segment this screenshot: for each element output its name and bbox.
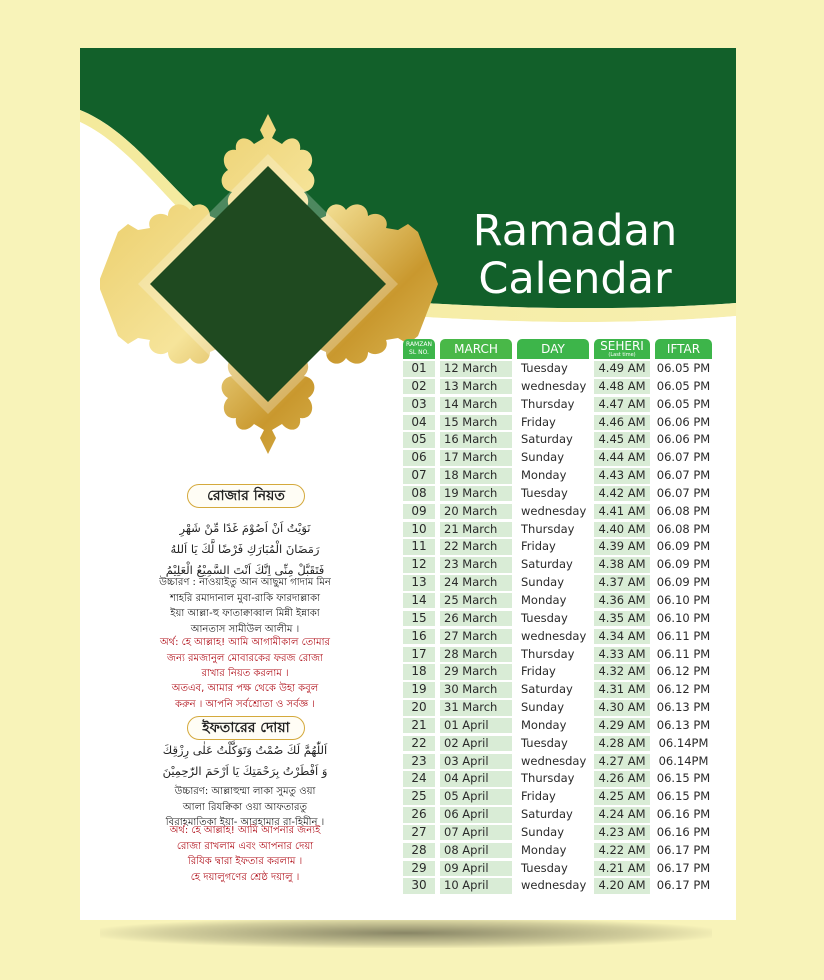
cell-seheri: 4.30 AM (594, 700, 650, 716)
cell-iftar: 06.07 PM (656, 468, 711, 483)
cell-seheri: 4.24 AM (594, 807, 650, 823)
cell-sl: 19 (403, 682, 435, 698)
cell-day: Tuesday (517, 611, 589, 627)
table-row (403, 449, 715, 467)
cell-iftar: 06.10 PM (656, 610, 711, 625)
text-line: রিযিক দ্বারা ইফতার করলাম । (187, 856, 303, 867)
cell-iftar: 06.07 PM (656, 485, 711, 500)
cell-seheri: 4.21 AM (594, 861, 650, 877)
cell-seheri: 4.23 AM (594, 825, 650, 841)
cell-day: Thursday (517, 397, 589, 413)
cell-day: Tuesday (517, 736, 589, 752)
text-line: অতএব, আমার পক্ষ থেকে উহা কবুল (171, 683, 319, 694)
cell-day: Thursday (517, 771, 589, 787)
cell-date: 10 April (440, 878, 512, 894)
cell-date: 08 April (440, 843, 512, 859)
cell-seheri: 4.49 AM (594, 361, 650, 377)
text-line: উচ্চারণ: আল্লাহুম্মা লাকা সুমতু ওয়া (174, 786, 316, 797)
table-row (403, 824, 715, 842)
arabic-line: اَللّٰهُمَّ لَكَ صُمْتُ وَتَوَكَّلْتُ عَلٰى رِزْقِكَ (162, 743, 328, 757)
table-row (403, 574, 715, 592)
cell-iftar: 06.12 PM (656, 682, 711, 697)
cell-seheri: 4.45 AM (594, 432, 650, 448)
cell-date: 03 April (440, 754, 512, 770)
cell-sl: 30 (403, 878, 435, 894)
cell-day: wednesday (517, 754, 589, 770)
cell-seheri: 4.41 AM (594, 504, 650, 520)
text-line: রাখার নিয়ত করলাম । (201, 668, 289, 679)
cell-day: Monday (517, 718, 589, 734)
cell-day: wednesday (517, 379, 589, 395)
arabic-line: وَ اَفْطَرْتُ بِرَحْمَتِكَ يَا اَرْحَمَ الرّٰحِمِيْنَ (162, 764, 328, 778)
cell-day: Sunday (517, 575, 589, 591)
table-row (403, 877, 715, 895)
niyat-meaning (150, 635, 340, 682)
seheri-label: SEHERI (600, 339, 644, 353)
cell-day: Monday (517, 593, 589, 609)
table-row (403, 663, 715, 681)
table-row (403, 556, 715, 574)
cell-seheri: 4.32 AM (594, 664, 650, 680)
cell-date: 25 March (440, 593, 512, 609)
text-line: জন্য রমজানুল মোবারকের ফরজ রোজা (167, 652, 323, 664)
cell-day: Tuesday (517, 861, 589, 877)
table-row (403, 414, 715, 432)
cell-seheri: 4.47 AM (594, 397, 650, 413)
cell-day: Sunday (517, 825, 589, 841)
cell-sl: 07 (403, 468, 435, 484)
text-line: শাহরি রমাদানাল মুবা-রাকি ফারদাল্লাকা (169, 592, 321, 604)
arabic-line: فَتَقَبَّلْ مِنِّى اِنَّكَ اَنْتَ السَّمِيْعُ الْعَلِيْمُ (165, 563, 325, 577)
cell-sl: 16 (403, 629, 435, 645)
cell-date: 28 March (440, 647, 512, 663)
cell-seheri: 4.44 AM (594, 450, 650, 466)
cell-date: 19 March (440, 486, 512, 502)
cell-seheri: 4.46 AM (594, 415, 650, 431)
cell-iftar: 06.11 PM (656, 646, 711, 661)
cell-iftar: 06.05 PM (656, 378, 711, 393)
table-row (403, 503, 715, 521)
cell-day: Friday (517, 539, 589, 555)
iftar-dua-arabic (150, 740, 340, 782)
table-row (403, 646, 715, 664)
niyat-meaning-continued (150, 681, 340, 712)
cell-sl: 04 (403, 415, 435, 431)
cell-iftar: 06.05 PM (656, 361, 711, 375)
cell-sl: 06 (403, 450, 435, 466)
cell-iftar: 06.06 PM (656, 414, 711, 429)
cell-date: 15 March (440, 415, 512, 431)
text-line: আনতাস সামীউল আলীম । (190, 623, 300, 635)
seheri-sublabel: (Last time) (608, 352, 636, 358)
arabic-line: رَمَضَانَ الْمُبَارَكِ فَرْضًا لَّكَ يَا اَللهُ (170, 542, 320, 556)
cell-date: 26 March (440, 611, 512, 627)
cell-iftar: 06.07 PM (656, 450, 711, 465)
table-row (403, 770, 715, 788)
cell-seheri: 4.43 AM (594, 468, 650, 484)
cell-sl: 17 (403, 647, 435, 663)
table-row (403, 610, 715, 628)
cell-sl: 05 (403, 432, 435, 448)
table-row (403, 860, 715, 878)
cell-sl: 23 (403, 754, 435, 770)
cell-day: wednesday (517, 504, 589, 520)
table-row (403, 717, 715, 735)
text-line: হে দয়ালুগণের শ্রেষ্ঠ দয়ালু । (190, 871, 300, 883)
cell-iftar: 06.14PM (655, 754, 712, 770)
cell-date: 21 March (440, 522, 512, 538)
cell-seheri: 4.27 AM (594, 754, 650, 770)
cell-seheri: 4.35 AM (594, 611, 650, 627)
column-header-march: MARCH (440, 339, 512, 359)
table-row (403, 538, 715, 556)
cell-sl: 18 (403, 664, 435, 680)
cell-sl: 21 (403, 718, 435, 734)
cell-seheri: 4.36 AM (594, 593, 650, 609)
text-line: অর্থ: হে আল্লাহ! আমি আগামীকাল তোমার (159, 637, 331, 648)
iftar-dua-heading: ইফতারের দোয়া (187, 716, 305, 740)
cell-iftar: 06.09 PM (656, 557, 711, 572)
cell-iftar: 06.05 PM (656, 396, 711, 411)
text-line: উচ্চারণ : নাওয়াইতু আন আছুমা গাদাম মিন (159, 577, 331, 588)
cell-seheri: 4.33 AM (594, 647, 650, 663)
table-row (403, 521, 715, 539)
cell-date: 16 March (440, 432, 512, 448)
cell-iftar: 06.12 PM (656, 664, 711, 679)
cell-sl: 14 (403, 593, 435, 609)
cell-seheri: 4.22 AM (594, 843, 650, 859)
cell-day: Thursday (517, 522, 589, 538)
cell-sl: 08 (403, 486, 435, 502)
table-row (403, 592, 715, 610)
calendar-poster (80, 48, 736, 920)
cell-day: Sunday (517, 700, 589, 716)
cell-sl: 22 (403, 736, 435, 752)
text-line: রোজা রাখলাম এবং আপনার দেয়া (176, 840, 314, 852)
cell-seheri: 4.20 AM (594, 878, 650, 894)
table-row (403, 842, 715, 860)
table-row (403, 806, 715, 824)
cell-date: 07 April (440, 825, 512, 841)
cell-sl: 24 (403, 771, 435, 787)
cell-iftar: 06.16 PM (656, 807, 711, 822)
cell-sl: 11 (403, 539, 435, 555)
cell-iftar: 06.16 PM (656, 824, 711, 839)
table-row (403, 431, 715, 449)
table-row (403, 788, 715, 806)
cell-sl: 28 (403, 843, 435, 859)
niyat-pronunciation (150, 575, 340, 637)
text-line: করুন । আপনি সর্বশ্রোতা ও সর্বজ্ঞ । (174, 698, 315, 710)
cell-sl: 12 (403, 557, 435, 573)
cell-iftar: 06.17 PM (656, 842, 711, 857)
cell-date: 09 April (440, 861, 512, 877)
cell-iftar: 06.14PM (655, 736, 712, 752)
cell-date: 31 March (440, 700, 512, 716)
table-row (403, 467, 715, 485)
cell-iftar: 06.15 PM (656, 771, 711, 786)
cell-sl: 13 (403, 575, 435, 591)
cell-date: 02 April (440, 736, 512, 752)
cell-date: 12 March (440, 361, 512, 377)
calendar-table (403, 360, 715, 895)
title-calendar: Calendar (478, 254, 672, 304)
cell-seheri: 4.48 AM (594, 379, 650, 395)
cell-seheri: 4.29 AM (594, 718, 650, 734)
cell-iftar: 06.13 PM (656, 717, 711, 732)
cell-sl: 09 (403, 504, 435, 520)
cell-day: Friday (517, 789, 589, 805)
cell-seheri: 4.34 AM (594, 629, 650, 645)
cell-date: 24 March (440, 575, 512, 591)
cell-seheri: 4.25 AM (594, 789, 650, 805)
cell-date: 27 March (440, 629, 512, 645)
cell-date: 01 April (440, 718, 512, 734)
cell-seheri: 4.31 AM (594, 682, 650, 698)
iftar-dua-meaning (150, 823, 340, 885)
table-row (403, 628, 715, 646)
ornament-frame (100, 114, 440, 454)
table-row (403, 396, 715, 414)
cell-iftar: 06.17 PM (656, 878, 711, 893)
cell-iftar: 06.09 PM (656, 539, 711, 554)
cell-sl: 01 (403, 361, 435, 377)
title-ramadan: Ramadan (472, 206, 678, 256)
cell-seheri: 4.39 AM (594, 539, 650, 555)
column-header-sl: RAMZAN SL NO. (403, 339, 435, 359)
niyat-arabic (150, 518, 340, 581)
cell-day: Tuesday (517, 361, 589, 377)
cell-date: 29 March (440, 664, 512, 680)
cell-seheri: 4.42 AM (594, 486, 650, 502)
cell-day: Tuesday (517, 486, 589, 502)
cell-iftar: 06.11 PM (656, 628, 711, 643)
cell-iftar: 06.09 PM (656, 575, 711, 590)
cell-sl: 03 (403, 397, 435, 413)
cell-iftar: 06.08 PM (656, 503, 711, 518)
table-row (403, 378, 715, 396)
cell-date: 23 March (440, 557, 512, 573)
cell-day: Monday (517, 843, 589, 859)
cell-seheri: 4.38 AM (594, 557, 650, 573)
cell-date: 05 April (440, 789, 512, 805)
cell-sl: 15 (403, 611, 435, 627)
cell-day: Saturday (517, 807, 589, 823)
cell-date: 22 March (440, 539, 512, 555)
cell-iftar: 06.08 PM (656, 521, 711, 536)
cell-day: Sunday (517, 450, 589, 466)
cell-sl: 20 (403, 700, 435, 716)
cell-date: 06 April (440, 807, 512, 823)
cell-date: 04 April (440, 771, 512, 787)
cell-seheri: 4.26 AM (594, 771, 650, 787)
cell-day: wednesday (517, 878, 589, 894)
page-shadow (100, 918, 712, 948)
table-row (403, 681, 715, 699)
cell-day: Friday (517, 664, 589, 680)
cell-sl: 26 (403, 807, 435, 823)
cell-iftar: 06.15 PM (656, 789, 711, 804)
cell-iftar: 06.10 PM (656, 592, 711, 607)
text-line: অর্থ: হে আল্লাহ! আমি আপনার জন্যই (169, 825, 321, 836)
table-row (403, 699, 715, 717)
cell-date: 13 March (440, 379, 512, 395)
table-row (403, 485, 715, 503)
cell-day: Saturday (517, 557, 589, 573)
cell-date: 18 March (440, 468, 512, 484)
column-header-day: DAY (517, 339, 589, 359)
cell-day: Saturday (517, 432, 589, 448)
cell-date: 30 March (440, 682, 512, 698)
cell-seheri: 4.40 AM (594, 522, 650, 538)
cell-sl: 25 (403, 789, 435, 805)
text-line: বিরাহমাতিকা ইয়া- আরহামার রা-হিমীন । (165, 817, 325, 828)
cell-day: Friday (517, 415, 589, 431)
cell-day: Saturday (517, 682, 589, 698)
cell-seheri: 4.28 AM (594, 736, 650, 752)
column-header-seheri (594, 339, 650, 359)
cell-sl: 29 (403, 861, 435, 877)
column-header-iftar: IFTAR (655, 339, 712, 359)
cell-day: Monday (517, 468, 589, 484)
cell-day: wednesday (517, 629, 589, 645)
cell-date: 20 March (440, 504, 512, 520)
cell-sl: 02 (403, 379, 435, 395)
cell-iftar: 06.17 PM (656, 860, 711, 875)
cell-sl: 27 (403, 825, 435, 841)
table-row (403, 753, 715, 771)
text-line: ইয়া আল্লা-হু ফাতাক্বাব্বাল মিন্নী ইন্নাকা (170, 608, 320, 619)
niyat-heading: রোজার নিয়ত (187, 484, 305, 508)
text-line: আলা রিযক্বিকা ওয়া আফতারতু (182, 801, 308, 813)
table-row (403, 735, 715, 753)
table-row (403, 360, 715, 378)
cell-iftar: 06.06 PM (656, 432, 711, 447)
cell-iftar: 06.13 PM (656, 700, 711, 715)
arabic-line: نَوَيْتُ اَنْ اَصُوْمَ غَدًا مِّنْ شَهْرِ (179, 521, 311, 535)
cell-date: 17 March (440, 450, 512, 466)
cell-date: 14 March (440, 397, 512, 413)
cell-day: Thursday (517, 647, 589, 663)
cell-sl: 10 (403, 522, 435, 538)
cell-seheri: 4.37 AM (594, 575, 650, 591)
